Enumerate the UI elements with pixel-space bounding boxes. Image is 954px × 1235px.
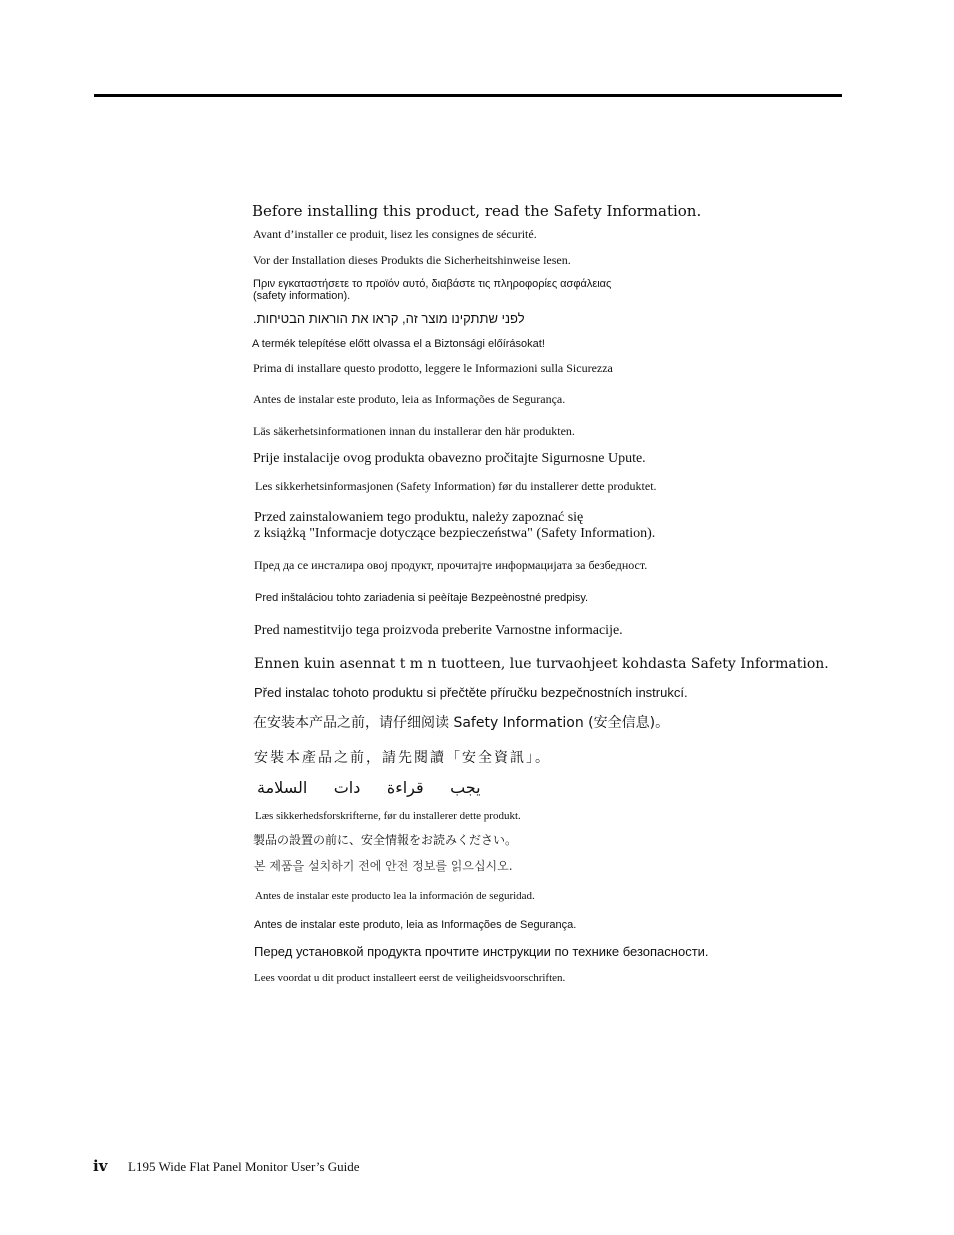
notice-french: Avant d’installer ce produit, lisez les consignes de sécurité. bbox=[253, 227, 537, 241]
notice-croatian: Prije instalacije ovog produkta obavezno pročitajte Sigurnosne Upute. bbox=[253, 451, 646, 466]
notice-norwegian: Les sikkerhetsinformasjonen (Safety Information) før du installerer dette produktet. bbox=[255, 479, 657, 493]
notice-italian: Prima di installare questo prodotto, leggere le Informazioni sulla Sicurezza bbox=[253, 361, 613, 375]
notice-japanese: 製品の設置の前に、安全情報をお読みください。 bbox=[253, 833, 518, 847]
notice-russian: Перед установкой продукта прочтите инструкции по технике безопасности. bbox=[254, 944, 709, 959]
notice-czech: Před instalac tohoto produktu si přečtěte příručku bezpečnostních instrukcí. bbox=[254, 685, 688, 700]
notice-chinese-simplified: 在安装本产品之前，请仔细阅读 Safety Information (安全信息)。 bbox=[253, 715, 670, 731]
notice-swedish: Läs säkerhetsinformationen innan du installerar den här produkten. bbox=[253, 424, 575, 438]
notice-spanish: Antes de instalar este producto lea la información de seguridad. bbox=[255, 890, 535, 902]
notice-slovenian: Pred namestitvijo tega proizvoda preberite Varnostne informacije. bbox=[254, 623, 623, 638]
notice-hebrew: לפני שתתקינו מוצר זה, קראו את הוראות הבטיחות. bbox=[253, 311, 525, 326]
notice-danish: Læs sikkerhedsforskrifterne, før du installerer dette produkt. bbox=[255, 810, 521, 822]
notice-slovak: Pred inštaláciou tohto zariadenia si peèítaje Bezpeènostné predpisy. bbox=[255, 592, 589, 604]
notice-finnish: Ennen kuin asennat t m n tuotteen, lue turvaohjeet kohdasta Safety Information. bbox=[254, 656, 829, 672]
notice-macedonian: Пред да се инсталира овој продукт, прочитајте информацијата за безбедност. bbox=[254, 558, 648, 572]
notice-greek-line-2: (safety information). bbox=[253, 290, 351, 302]
page-number: iv bbox=[93, 1157, 108, 1175]
notice-polish-line-1: Przed zainstalowaniem tego produktu, należy zapoznać się bbox=[254, 510, 584, 525]
notice-korean: 본 제품을 설치하기 전에 안전 정보를 읽으십시오. bbox=[254, 859, 513, 873]
notice-portuguese-br: Antes de instalar este produto, leia as Informações de Segurança. bbox=[253, 392, 566, 406]
notice-chinese-traditional: 安裝本產品之前，請先閱讀「安全資訊」。 bbox=[254, 750, 551, 766]
notice-arabic: يجب قراءة دات السلامة bbox=[257, 780, 481, 797]
notice-english: Before installing this product, read the Safety Information. bbox=[252, 202, 702, 220]
notice-hungarian: A termék telepítése előtt olvassa el a Biztonsági előírásokat! bbox=[252, 338, 545, 350]
notice-greek-line-1: Πριν εγκαταστήσετε το προϊόν αυτό, διαβάστε τις πληροφορίες ασφάλειας bbox=[253, 278, 612, 290]
notice-portuguese: Antes de instalar este produto, leia as Informações de Segurança. bbox=[254, 919, 577, 931]
notice-dutch: Lees voordat u dit product installeert eerst de veiligheidsvoorschriften. bbox=[254, 972, 566, 984]
notice-german: Vor der Installation dieses Produkts die Sicherheitshinweise lesen. bbox=[253, 253, 571, 267]
document-title: L195 Wide Flat Panel Monitor User’s Guide bbox=[128, 1159, 360, 1174]
notice-polish-line-2: z książką "Informacje dotyczące bezpieczeństwa" (Safety Information). bbox=[254, 526, 656, 541]
header-rule bbox=[94, 94, 842, 97]
